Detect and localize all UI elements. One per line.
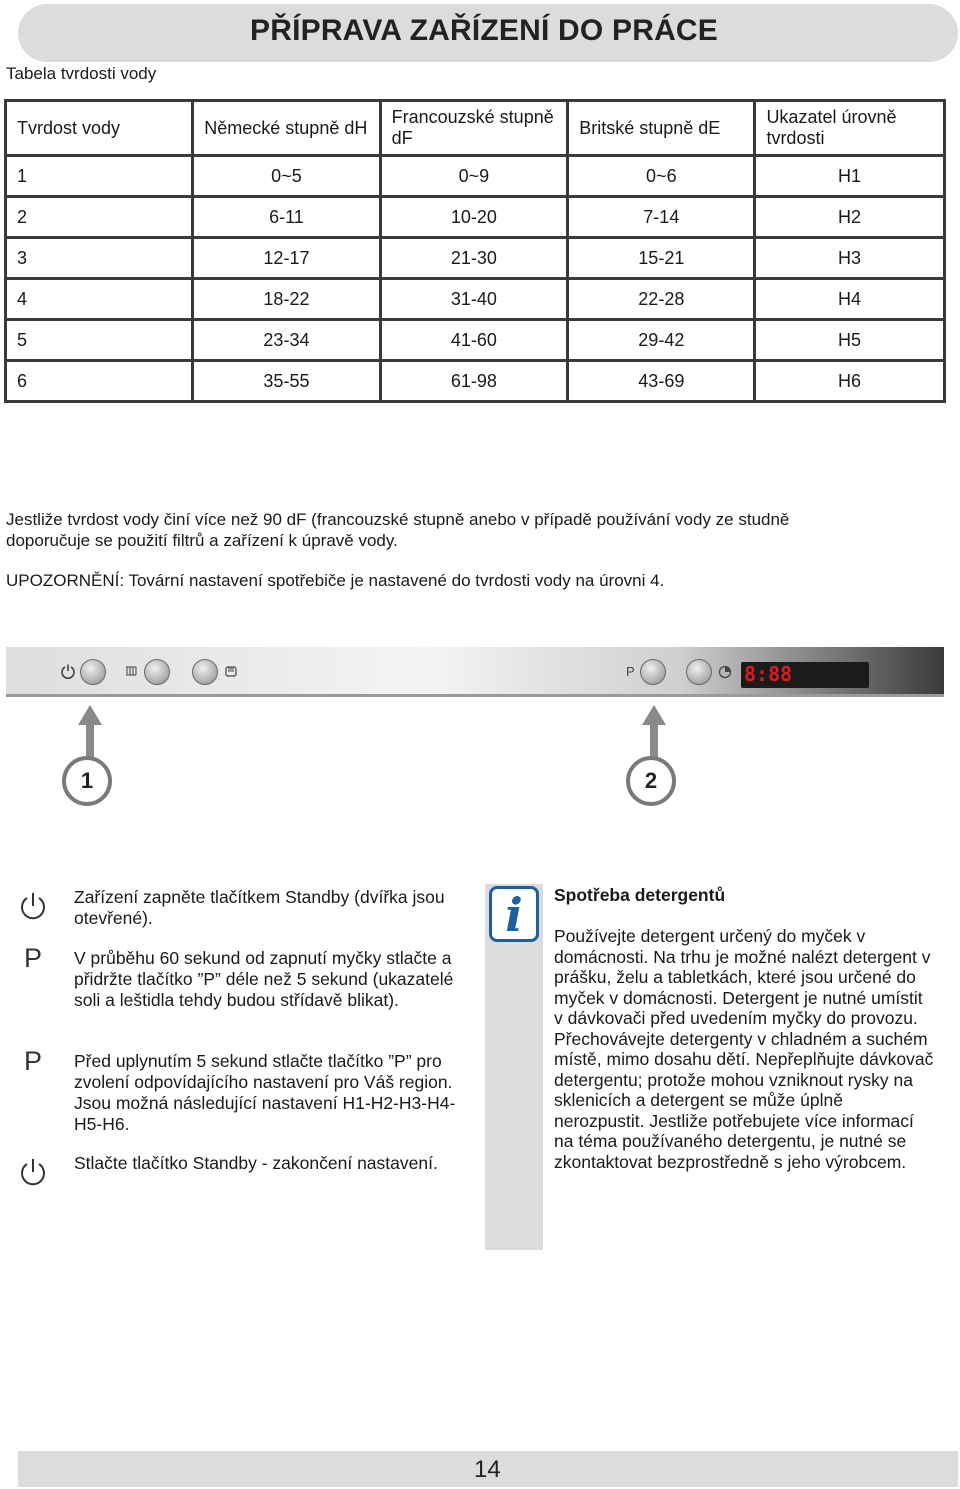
table-row — [6, 156, 945, 197]
warning-note: UPOZORNĚNÍ: Tovární nastavení spotřebiče je nastavené do tvrdosti vody na úrovni 4. — [6, 571, 665, 590]
table-cell: 2 — [6, 197, 193, 238]
table-cell: 10-20 — [380, 197, 568, 238]
table-cell: 5 — [6, 320, 193, 361]
table-cell: 7-14 — [568, 197, 755, 238]
column-header: Tvrdost vody — [6, 101, 193, 156]
table-cell: 6 — [6, 361, 193, 402]
table-cell: 6-11 — [193, 197, 380, 238]
p-icon: P — [23, 943, 42, 973]
table-cell: 23-34 — [193, 320, 380, 361]
note-line-2: doporučuje se použití filtrů a zařízení k úpravě vody. — [6, 531, 398, 550]
table-cell: 18-22 — [193, 279, 380, 320]
column-header: Britské stupně dE — [568, 101, 755, 156]
table-cell: 1 — [6, 156, 193, 197]
table-cell: H5 — [755, 320, 945, 361]
table-cell: 3 — [6, 238, 193, 279]
table-cell: 22-28 — [568, 279, 755, 320]
column-header: Francouzské stupně dF — [380, 101, 568, 156]
table-header-row — [6, 101, 945, 156]
table-caption: Tabela tvrdosti vody — [6, 64, 157, 83]
program-button[interactable] — [192, 659, 218, 685]
p-icon: P — [23, 1046, 42, 1076]
table-row — [6, 279, 945, 320]
table-row — [6, 320, 945, 361]
table-cell: 15-21 — [568, 238, 755, 279]
step-4-text: Stlačte tlačítko Standby - zakončení nastavení. — [74, 1153, 438, 1173]
table-cell: 0~6 — [568, 156, 755, 197]
table-cell: 4 — [6, 279, 193, 320]
standby-button[interactable] — [80, 659, 106, 685]
step-3-text: Před uplynutím 5 sekund stlačte tlačítko ”P” pro zvolení odpovídajícího nastavení pro Váš region. Jsou možná následující nastavení H1-H2-H3-H4-H5-H6. — [74, 1051, 456, 1134]
delay-button[interactable] — [686, 659, 712, 685]
table-cell: 61-98 — [380, 361, 568, 402]
table-row — [6, 238, 945, 279]
water-hardness-table — [4, 99, 946, 403]
table-cell: H3 — [755, 238, 945, 279]
table-cell: 0~5 — [193, 156, 380, 197]
step-2-text: V průběhu 60 sekund od zapnutí myčky stlačte a přidržte tlačítko ”P” déle než 5 sekund (ukazatelé soli a leštidla tehdy budou střídavě blikat). — [74, 948, 454, 1010]
half-load-icon — [124, 664, 138, 681]
table-cell: 31-40 — [380, 279, 568, 320]
info-text: Používejte detergent určený do myček v domácnosti. Na trhu je možné nalézt detergent v prášku, želu a tabletkách, které jsou určené do myček v domácnosti. Detergent je nutné umístit v dávkovači před uvedením myčky do provozu. Přechovávejte detergenty v chladném a suchém místě, mimo dosahu dětí. Nepřeplňujte dávkovač detergentu; protože mohou vzniknout rysky na sklenicích a detergent se může úplně nerozpustit. Jestliže potřebujete více informací na téma používaného detergentu, je nutné se zkontaktovat bezprostředně s jeho výrobcem. — [554, 926, 934, 1172]
table-cell: H2 — [755, 197, 945, 238]
power-icon — [18, 1157, 48, 1192]
table-cell: H6 — [755, 361, 945, 402]
table-cell: 35-55 — [193, 361, 380, 402]
callout-2: 2 — [626, 756, 676, 806]
table-row — [6, 361, 945, 402]
step-1-text: Zařízení zapněte tlačítkem Standby (dvířka jsou otevřené). — [74, 887, 445, 928]
table-row — [6, 197, 945, 238]
program-icon — [224, 664, 238, 681]
info-icon: i — [489, 886, 539, 942]
note-line-1: Jestliže tvrdost vody činí více než 90 dF (francouzské stupně anebo v případě používání vody ze studně — [6, 510, 790, 529]
column-header: Ukazatel úrovně tvrdosti — [755, 101, 945, 156]
callout-1: 1 — [62, 756, 112, 806]
table-cell: 12-17 — [193, 238, 380, 279]
p-label: P — [626, 664, 635, 679]
table-cell: H1 — [755, 156, 945, 197]
page-number: 14 — [474, 1456, 501, 1483]
table-cell: 21-30 — [380, 238, 568, 279]
column-header: Německé stupně dH — [193, 101, 380, 156]
table-cell: 41-60 — [380, 320, 568, 361]
page-title: PŘÍPRAVA ZAŘÍZENÍ DO PRÁCE — [250, 14, 719, 47]
p-button[interactable] — [640, 659, 666, 685]
table-cell: 43-69 — [568, 361, 755, 402]
power-icon — [60, 663, 76, 682]
table-cell: 29-42 — [568, 320, 755, 361]
table-cell: 0~9 — [380, 156, 568, 197]
power-icon — [18, 891, 48, 926]
half-load-button[interactable] — [144, 659, 170, 685]
delay-icon — [718, 665, 732, 682]
table-cell: H4 — [755, 279, 945, 320]
info-title: Spotřeba detergentů — [554, 885, 726, 905]
display-digits: 8:88 — [744, 662, 793, 686]
